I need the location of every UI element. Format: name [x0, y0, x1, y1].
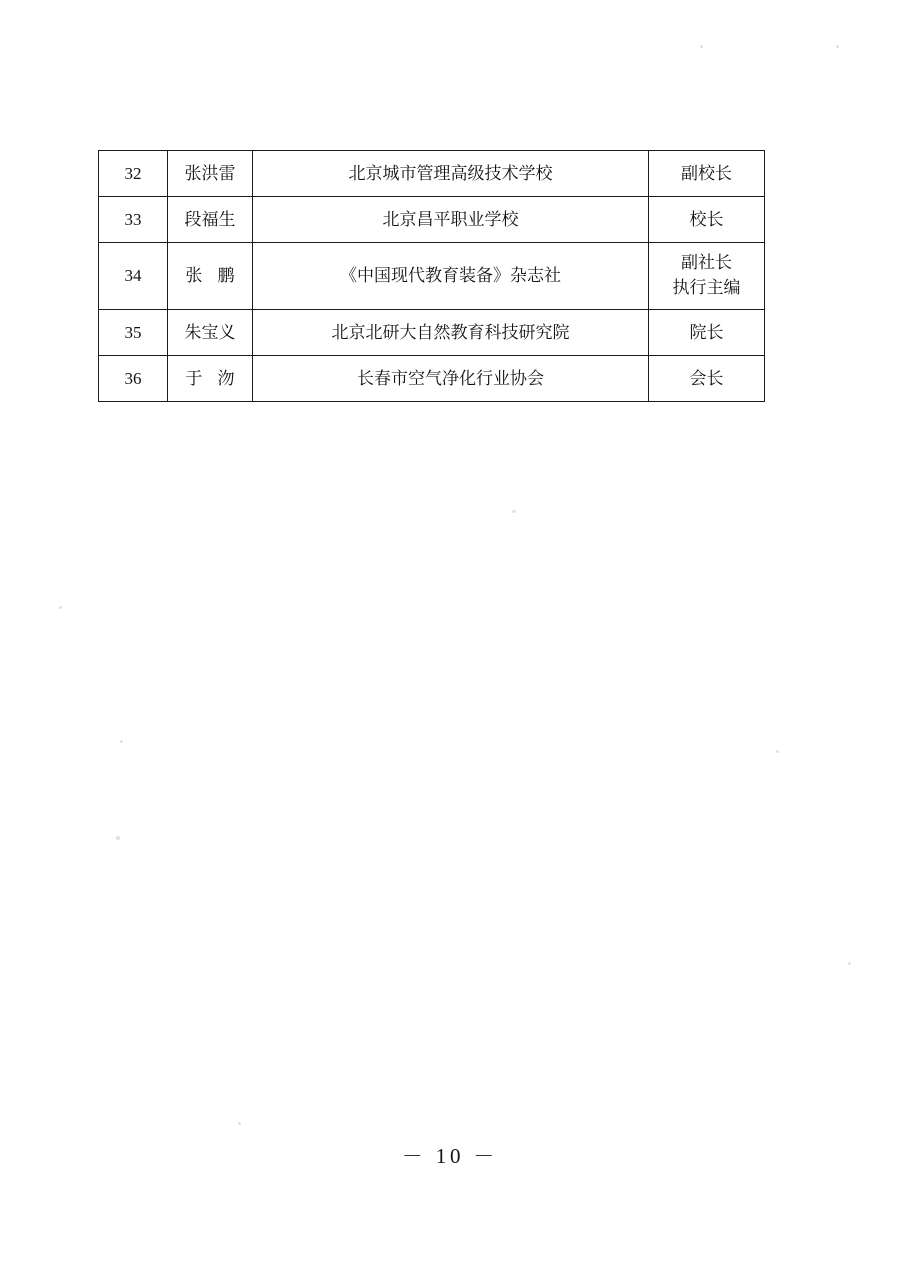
row-name — [168, 356, 253, 402]
row-index: 34 — [99, 243, 168, 310]
paper-speck — [512, 510, 516, 513]
paper-speck — [700, 45, 703, 48]
table-row — [99, 310, 765, 356]
row-name: 朱宝义 — [168, 310, 253, 356]
row-organization: 《中国现代教育装备》杂志社 — [253, 243, 649, 310]
table-body — [99, 151, 765, 402]
row-index: 35 — [99, 310, 168, 356]
row-title: 院长 — [649, 310, 765, 356]
row-name — [168, 243, 253, 310]
row-index: 33 — [99, 197, 168, 243]
row-index: 36 — [99, 356, 168, 402]
row-title-line2: 执行主编 — [672, 278, 741, 297]
row-title: 校长 — [649, 197, 765, 243]
paper-speck — [836, 45, 839, 48]
row-index: 32 — [99, 151, 168, 197]
row-title — [649, 243, 765, 310]
page-number: － 10 － — [401, 1144, 499, 1168]
row-organization: 北京昌平职业学校 — [253, 197, 649, 243]
row-organization: 北京北研大自然教育科技研究院 — [253, 310, 649, 356]
row-title: 会长 — [649, 356, 765, 402]
table-row — [99, 243, 765, 310]
row-title-line1: 副社长 — [681, 253, 732, 273]
row-name-text: 于 沕 — [185, 368, 240, 388]
row-name: 段福生 — [168, 197, 253, 243]
row-organization: 北京城市管理高级技术学校 — [253, 151, 649, 197]
paper-speck — [120, 740, 123, 743]
participant-table — [98, 150, 765, 402]
paper-speck — [848, 962, 851, 965]
row-name: 张洪雷 — [168, 151, 253, 197]
row-organization: 长春市空气净化行业协会 — [253, 356, 649, 402]
paper-speck — [776, 750, 779, 753]
table-row — [99, 151, 765, 197]
table-row — [99, 356, 765, 402]
row-title: 副校长 — [649, 151, 765, 197]
paper-speck — [59, 606, 62, 609]
row-title-lines — [649, 251, 764, 300]
table-row — [99, 197, 765, 243]
row-name-text: 张 鹏 — [185, 266, 240, 286]
paper-speck — [238, 1122, 241, 1125]
paper-speck — [116, 836, 120, 840]
